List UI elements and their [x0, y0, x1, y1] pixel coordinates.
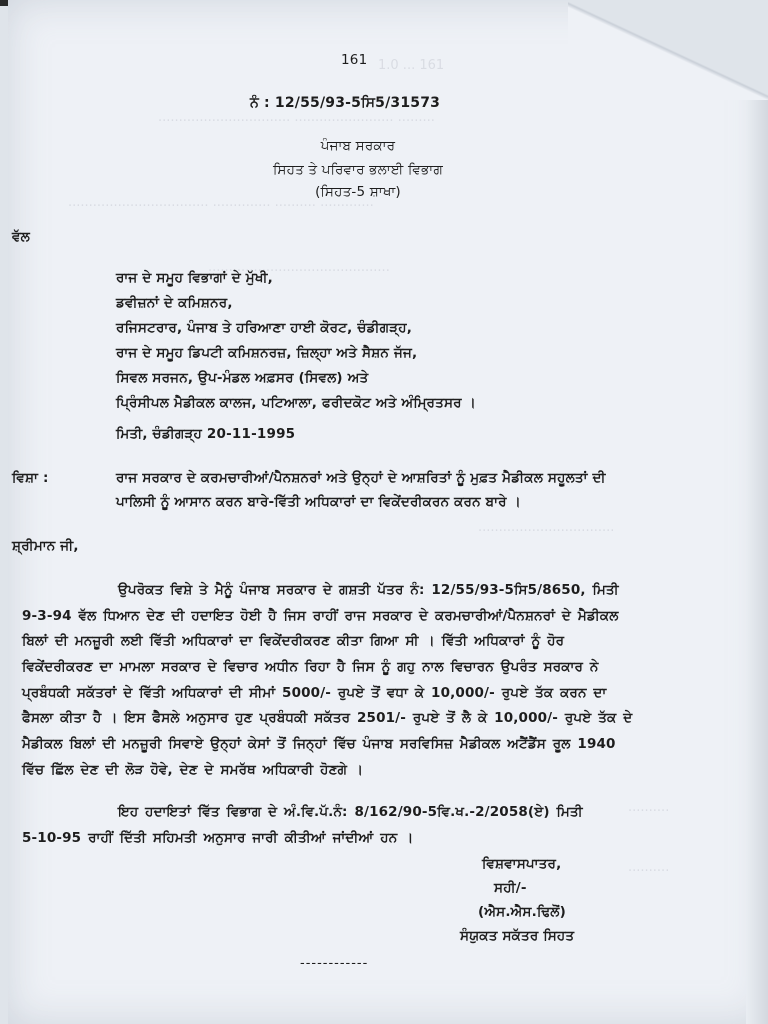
show-through-text: 1.0 ... 161 — [378, 58, 445, 73]
paragraph-line: ਮੈਡੀਕਲ ਬਿਲਾਂ ਦੀ ਮਨਜ਼ੂਰੀ ਸਿਵਾਏ ਉਨ੍ਹਾਂ ਕੇਸਾਂ ਤੋਂ ਜਿਨ੍ਹਾਂ ਵਿੱਚ ਪੰਜਾਬ ਸਰਵਿਸਿਜ਼ ਮੈਡੀਕਲ ਅਟੈਂਡੈਂਸ ਰੂਲ 1940 — [22, 736, 616, 752]
paragraph-line: ਵਿੱਚ ਛਿੱਲ ਦੇਣ ਦੀ ਲੋੜ ਹੋਵੇ, ਦੇਣ ਦੇ ਸਮਰੱਥ ਅਧਿਕਾਰੀ ਹੋਣਗੇ । — [22, 762, 364, 778]
salutation: ਸ਼੍ਰੀਮਾਨ ਜੀ, — [12, 538, 79, 554]
signature-signed: ਸਹੀ/- — [494, 880, 527, 896]
show-through-text: ................................. — [478, 520, 615, 535]
paragraph-line: ਉਪਰੋਕਤ ਵਿਸ਼ੇ ਤੇ ਮੈਨੂੰ ਪੰਜਾਬ ਸਰਕਾਰ ਦੇ ਗਸ਼ਤੀ ਪੱਤਰ ਨੰ: 12/55/93-5ਸਿ5/8650, ਮਿਤੀ — [118, 582, 619, 598]
signature-closing: ਵਿਸ਼ਵਾਸਪਾਤਰ, — [482, 856, 562, 872]
reference-number: ਨੰ : 12/55/93-5ਸਿ5/31573 — [250, 95, 441, 111]
paragraph-line: ਬਿਲਾਂ ਦੀ ਮਨਜ਼ੂਰੀ ਲਈ ਵਿੱਤੀ ਅਧਿਕਾਰਾਂ ਦਾ ਵਿਕੇਂਦਰੀਕਰਣ ਕੀਤਾ ਗਿਆ ਸੀ । ਵਿੱਤੀ ਅਧਿਕਾਰਾਂ ਨੂੰ ਹੋਰ — [22, 633, 565, 649]
signatory-name: (ਐਸ.ਐਸ.ਢਿਲੋਂ) — [478, 904, 567, 920]
paragraph-line: ਵਿਕੇਂਦਰੀਕਰਣ ਦਾ ਮਾਮਲਾ ਸਰਕਾਰ ਦੇ ਵਿਚਾਰ ਅਧੀਨ ਰਿਹਾ ਹੈ ਜਿਸ ਨੂੰ ਗਹੁ ਨਾਲ ਵਿਚਾਰਨ ਉਪਰੰਤ ਸਰਕਾਰ ਨੇ — [22, 659, 599, 675]
issuer-department: ਸਿਹਤ ਤੇ ਪਰਿਵਾਰ ਭਲਾਈ ਵਿਭਾਗ — [273, 162, 443, 178]
paragraph-line: 9-3-94 ਵੱਲ ਧਿਆਨ ਦੇਣ ਦੀ ਹਦਾਇਤ ਹੋਈ ਹੈ ਜਿਸ ਰਾਹੀਂ ਰਾਜ ਸਰਕਾਰ ਦੇ ਕਰਮਚਾਰੀਆਂ/ਪੈਨਸ਼ਨਰਾਂ ਦੇ ਮੈਡੀਕਲ — [22, 608, 619, 624]
recipient-line: ਰਾਜ ਦੇ ਸਮੂਹ ਵਿਭਾਗਾਂ ਦੇ ਮੁੱਖੀ, — [116, 270, 273, 286]
paragraph-line: ਫੈਸਲਾ ਕੀਤਾ ਹੈ । ਇਸ ਫੈਸਲੇ ਅਨੁਸਾਰ ਹੁਣ ਪ੍ਰਬੰਧਕੀ ਸਕੱਤਰ 2501/- ਰੁਪਏ ਤੋਂ ਲੈ ਕੇ 10,000/- ਰੁਪਏ ਤੱਕ ਦੇ — [22, 710, 633, 726]
document-page — [8, 0, 768, 1024]
subject-line: ਪਾਲਿਸੀ ਨੂੰ ਆਸਾਨ ਕਰਨ ਬਾਰੇ-ਵਿੱਤੀ ਅਧਿਕਾਰਾਂ ਦਾ ਵਿਕੇਂਦਰੀਕਰਨ ਕਰਨ ਬਾਰੇ । — [116, 494, 521, 510]
recipient-line: ਸਿਵਲ ਸਰਜਨ, ਉਪ-ਮੰਡਲ ਅਫ਼ਸਰ (ਸਿਵਲ) ਅਤੇ — [116, 370, 369, 386]
paragraph-line: 5-10-95 ਰਾਹੀਂ ਦਿੱਤੀ ਸਹਿਮਤੀ ਅਨੁਸਾਰ ਜਾਰੀ ਕੀਤੀਆਂ ਜਾਂਦੀਆਂ ਹਨ । — [22, 830, 414, 846]
show-through-text: .................................. .............. .......... ............. — [68, 195, 374, 210]
issuer-branch: (ਸਿਹਤ-5 ਸ਼ਾਖਾ) — [315, 184, 401, 200]
letter-date: ਮਿਤੀ, ਚੰਡੀਗੜ੍ਹ 20-11-1995 — [116, 426, 296, 442]
recipient-line: ਪ੍ਰਿੰਸੀਪਲ ਮੈਡੀਕਲ ਕਾਲਜ, ਪਟਿਆਲਾ, ਫਰੀਦਕੋਟ ਅਤੇ ਅੰਮ੍ਰਿਤਸਰ । — [116, 395, 476, 411]
show-through-text: ............................................ — [208, 260, 390, 275]
page-binding-edge — [746, 100, 768, 1024]
issuer-organization: ਪੰਜਾਬ ਸਰਕਾਰ — [320, 138, 396, 154]
page-fold-corner — [568, 0, 768, 100]
end-rule: ------------ — [300, 956, 369, 971]
paragraph-line: ਪ੍ਰਬੰਧਕੀ ਸਕੱਤਰਾਂ ਦੇ ਵਿੱਤੀ ਅਧਿਕਾਰਾਂ ਦੀ ਸੀਮਾਂ 5000/- ਰੁਪਏ ਤੋਂ ਵਧਾ ਕੇ 10,000/- ਰੁਪਏ ਤੱਕ ਕਰਨ ਦਾ — [22, 685, 607, 701]
recipient-line: ਰਾਜ ਦੇ ਸਮੂਹ ਡਿਪਟੀ ਕਮਿਸ਼ਨਰਜ਼, ਜ਼ਿਲ੍ਹਾ ਅਤੇ ਸੈਸ਼ਨ ਜੱਜ, — [116, 345, 418, 361]
subject-label: ਵਿਸ਼ਾ : — [12, 470, 49, 486]
recipient-line: ਡਵੀਜ਼ਨਾਂ ਦੇ ਕਮਿਸ਼ਨਰ, — [116, 295, 233, 311]
to-label: ਵੱਲ — [12, 229, 30, 245]
show-through-text: .......... — [628, 860, 670, 875]
page-number: 161 — [341, 52, 368, 68]
recipient-line: ਰਜਿਸਟਰਾਰ, ਪੰਜਾਬ ਤੇ ਹਰਿਆਣਾ ਹਾਈ ਕੋਰਟ, ਚੰਡੀਗੜ੍ਹ, — [116, 320, 413, 336]
paragraph-line: ਇਹ ਹਦਾਇਤਾਂ ਵਿੱਤ ਵਿਭਾਗ ਦੇ ਅੰ.ਵਿ.ਪੱ.ਨੰ: 8/162/90-5ਵਿ.ਖ.-2/2058(ਏ) ਮਿਤੀ — [118, 804, 583, 820]
show-through-text: .......... — [628, 800, 670, 815]
signatory-designation: ਸੰਯੁਕਤ ਸਕੱਤਰ ਸਿਹਤ — [460, 928, 575, 944]
show-through-text: ................................ ........................ ......... — [158, 110, 435, 125]
subject-line: ਰਾਜ ਸਰਕਾਰ ਦੇ ਕਰਮਚਾਰੀਆਂ/ਪੈਨਸ਼ਨਰਾਂ ਅਤੇ ਉਨ੍ਹਾਂ ਦੇ ਆਸ਼ਰਿਤਾਂ ਨੂੰ ਮੁਫ਼ਤ ਮੈਡੀਕਲ ਸਹੂਲਤਾਂ ਦੀ — [116, 470, 606, 486]
